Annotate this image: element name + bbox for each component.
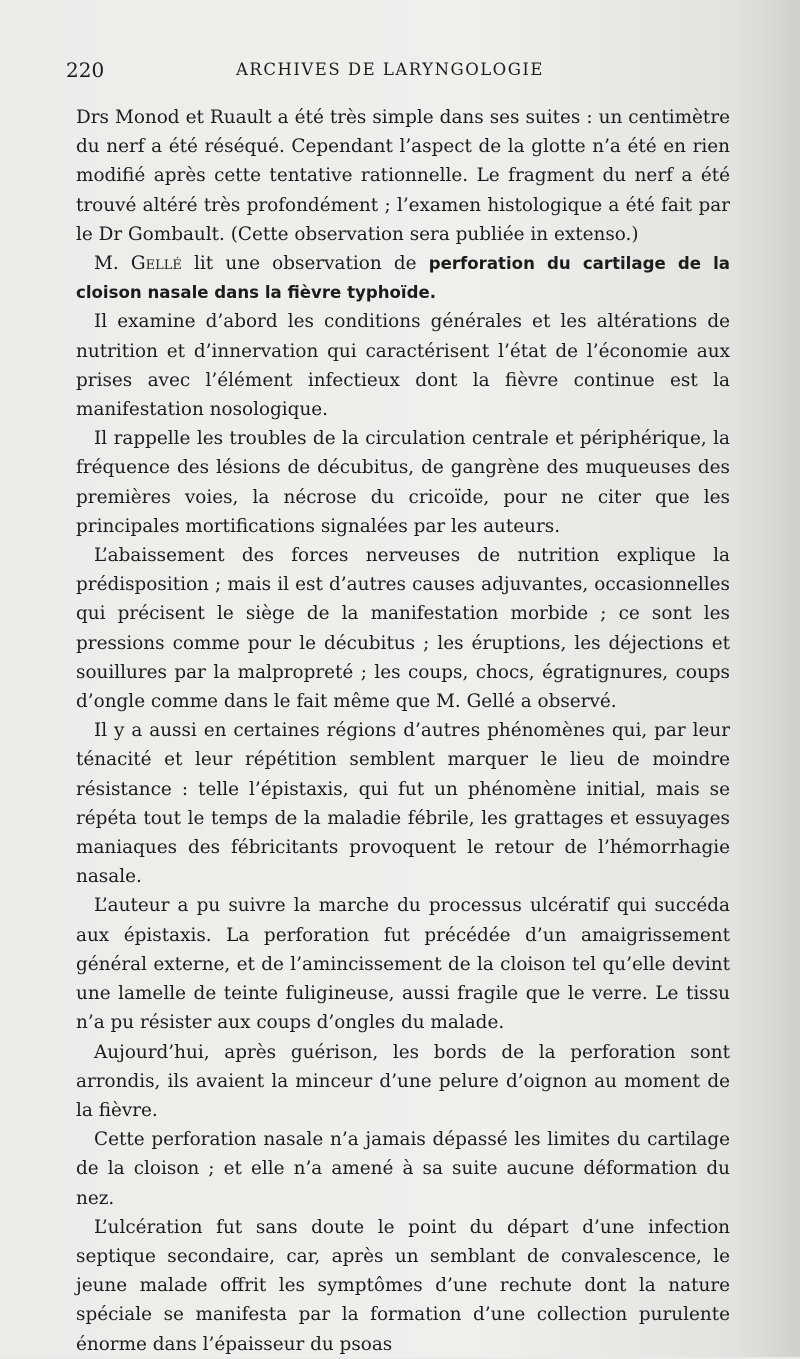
observation-title: perforation du cartilage de la cloison nasale dans la fièvre typhoïde. [76, 254, 730, 303]
paragraph: L’auteur a pu suivre la marche du processus ulcératif qui succéda aux épistaxis. La perforation fut précédée d’un amaigrissement général externe, et de l’amincissement de la cloison tel qu’elle devint une lamelle de teinte fuligineuse, aussi fragile que le verre. Le tissu n’a pu résister aux coups d’ongles du malade. [76, 895, 730, 1034]
paragraph: L’abaissement des forces nerveuses de nutrition explique la prédisposition ; mais il est d’autres causes adjuvantes, occasionnelles qui précisent le siège de la manifestation morbide ; ce sont les pressions comme pour le décubitus ; les éruptions, les déjections et souillures par la malpropreté ; les coups, chocs, égratignures, coups d’ongle comme dans le fait même que M. Gellé a observé. [76, 545, 730, 713]
paragraph: Il y a aussi en certaines régions d’autres phénomènes qui, par leur ténacité et leur répétition semblent marquer le lieu de moindre résistance : telle l’épistaxis, qui fut un phénomène initial, mais se répéta tout le temps de la maladie fébrile, les grattages et essuyages maniaques des fébricitants provoquent le retour de l’hémorrhagie nasale. [76, 720, 730, 888]
paragraph-lead: M. [94, 253, 131, 275]
paragraph: Cette perforation nasale n’a jamais dépassé les limites du cartilage de la cloison ; et elle n’a amené à sa suite aucune déformation du nez. [76, 1129, 730, 1209]
article-body [76, 103, 730, 1359]
page-header [66, 58, 726, 88]
paragraph: Aujourd’hui, après guérison, les bords de la perforation sont arrondis, ils avaient la minceur d’une pelure d’oignon au moment de la fièvre. [76, 1041, 730, 1121]
page-number: 220 [66, 58, 105, 82]
paragraph: L’ulcération fut sans doute le point du départ d’une infection septique secondaire, car, après un semblant de convalescence, le jeune malade offrit les symptômes d’une rechute dont la nature spéciale se manifesta par la formation d’une collection purulente énorme dans l’épaisseur du psoas [76, 1216, 730, 1355]
paragraph: Il rappelle les troubles de la circulation centrale et périphérique, la fréquence des lésions de décubitus, de gangrène des muqueuses des premières voies, la nécrose du cricoïde, pour ne citer que les principales mortifications signalées par les auteurs. [76, 428, 730, 537]
paragraph-mid: lit une observation de [181, 253, 429, 275]
paragraph: Drs Monod et Ruault a été très simple dans ses suites : un centimètre du nerf a été réséqué. Cependant l’aspect de la glotte n’a été en rien modifié après cette tentative rationnelle. Le fragment du nerf a été trouvé altéré très profondément ; l’examen histologique a été fait par le Dr Gombault. (Cette observation sera publiée in extenso.) [76, 107, 730, 245]
running-title: ARCHIVES DE LARYNGOLOGIE [236, 60, 544, 79]
author-name: Gellé [130, 253, 182, 275]
paragraph: Il examine d’abord les conditions générales et les altérations de nutrition et d’innervation qui caractérisent l’état de l’économie aux prises avec l’élément infectieux dont la fièvre continue est la manifestation nosologique. [76, 311, 730, 421]
paragraph-observation-announcement [76, 249, 730, 307]
